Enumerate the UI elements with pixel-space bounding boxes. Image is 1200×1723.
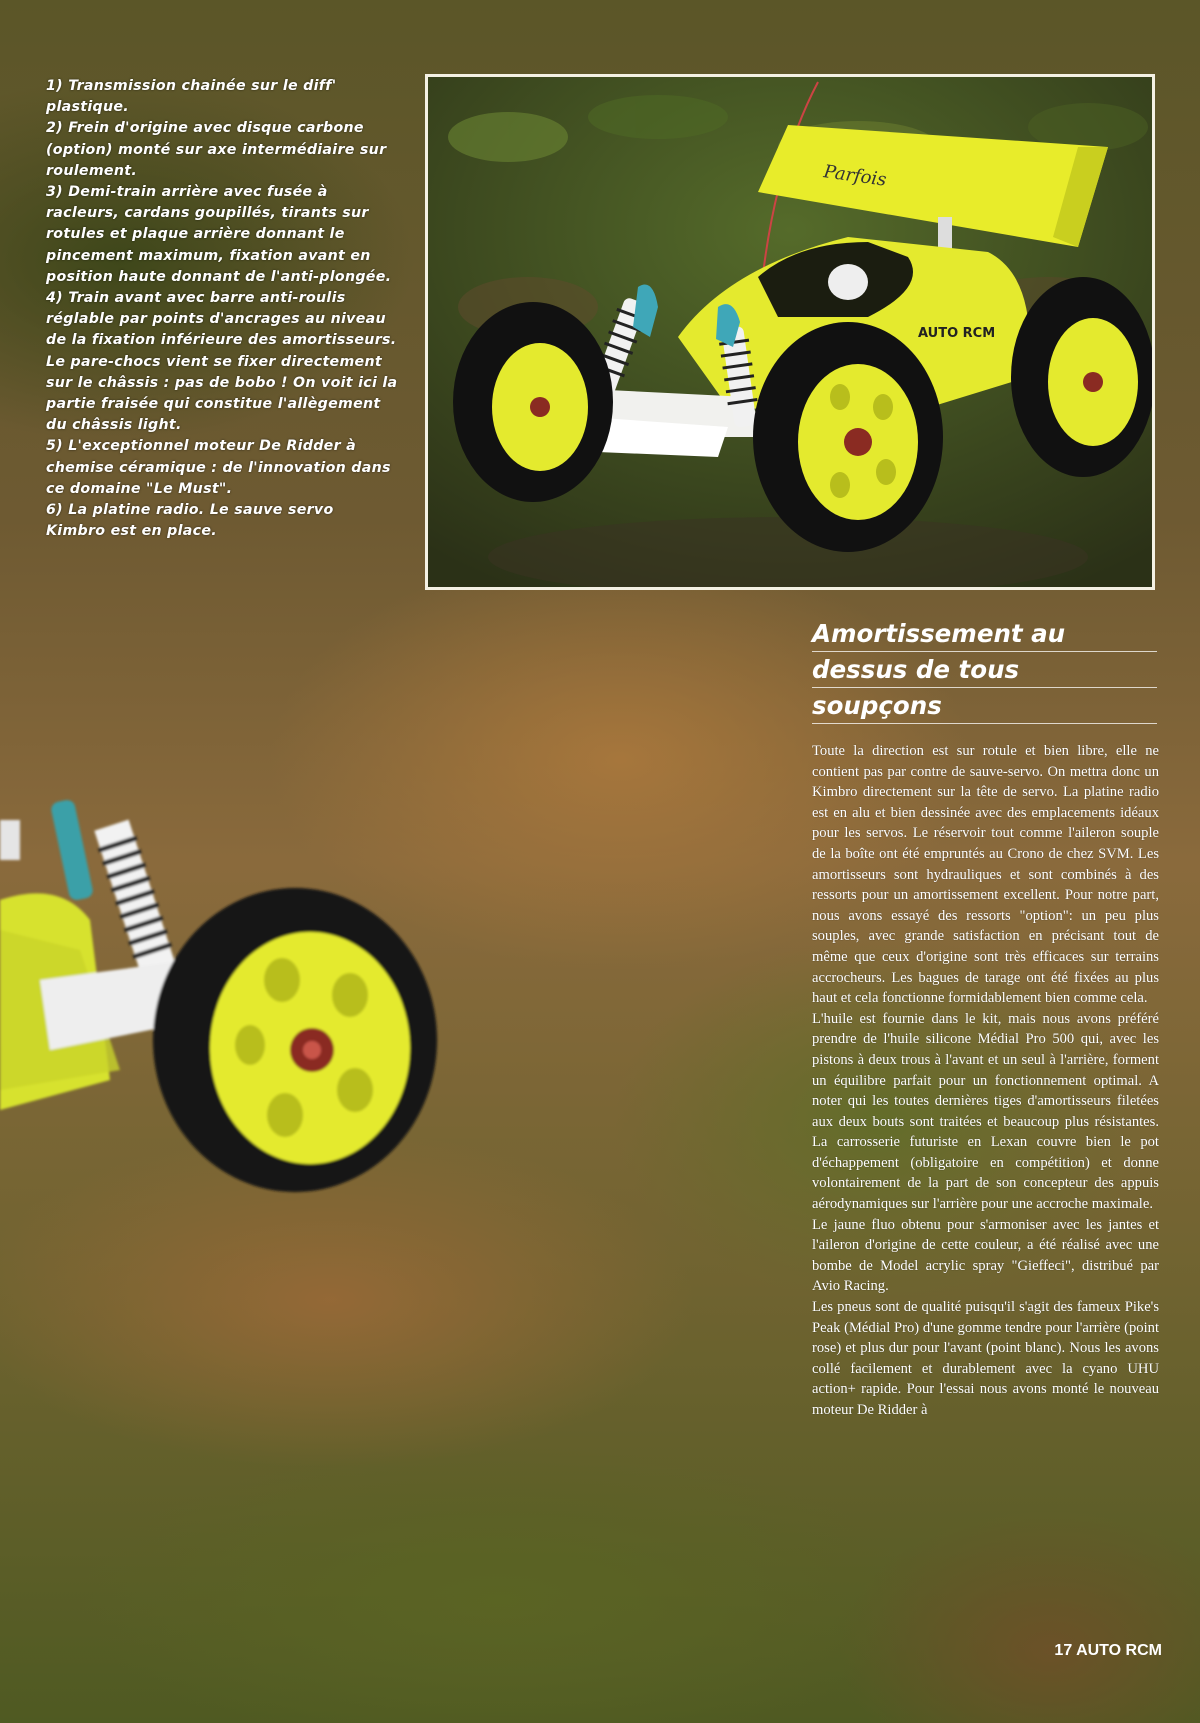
heading-line-2: dessus de tous — [812, 652, 1157, 688]
body-decal: AUTO RCM — [918, 326, 996, 341]
photo-captions — [46, 76, 398, 542]
caption-1: 1) Transmission chainée sur le diff' plastique. — [46, 78, 337, 116]
caption-5: 5) L'exceptionnel moteur De Ridder à chemise céramique : de l'innovation dans ce domaine "Le Must". — [46, 438, 391, 497]
heading-line-1: Amortissement au — [812, 616, 1157, 652]
article-heading — [812, 616, 1157, 724]
caption-6: 6) La platine radio. Le sauve servo Kimbro est en place. — [46, 502, 334, 540]
paragraph: L'huile est fournie dans le kit, mais nous avons préféré prendre de l'huile silicone Médial Pro 500 qui, avec les pistons à deux trous à l'avant et un seul à l'arrière, forment un équilibre parfait pour un fonctionnement optimal. A noter qui les toutes dernières tiges d'amortisseurs filetées aux deux bouts sont traitées et beaucoup plus résistantes. La carrosserie futuriste en Lexan couvre bien le pot d'échappement (obligatoire en compétition) et donne volontairement de la part de son concepteur des appuis aérodynamiques sur l'arrière pour une accroche maximale. — [812, 1010, 1159, 1213]
caption-3: 3) Demi-train arrière avec fusée à racleurs, cardans goupillés, tirants sur rotules et plaque arrière donnant le pincement maximum, fixation avant en position haute donnant de l'anti-plongée. — [46, 184, 392, 285]
paragraph: Toute la direction est sur rotule et bien libre, elle ne contient pas par contre de sauve-servo. On mettra donc un Kimbro directement sur la tête de servo. La platine radio est en alu et bien dessinée avec des emplacements idéaux pour les servos. Le réservoir tout comme l'aileron souple de la boîte ont été empruntés au Crono de chez SVM. Les amortisseurs sont hydrauliques et sont combinés à des ressorts pour un amortissement excellent. Pour notre part, nous avons essayé des ressorts "option": un peu plus souples, avec grande satisfaction en précisant tout de même que ceux d'origine sont très efficaces sur terrains accrocheurs. Les bagues de tarage ont été fixées au plus haut et cela fonctionne formidablement bien comme cela. — [812, 743, 1159, 1007]
heading-line-3: soupçons — [812, 688, 1157, 724]
article-body — [812, 741, 1159, 1421]
paragraph: Les pneus sont de qualité puisqu'il s'agit des fameux Pike's Peak (Médial Pro) d'une gomme tendre pour l'arrière (point rose) et plus dur pour l'avant (point blanc). Nous les avons collé facilement et durablement avec la cyano UHU action+ rapide. Pour l'essai nous avons monté le nouveau moteur De Ridder à — [812, 1299, 1159, 1418]
caption-2: 2) Frein d'origine avec disque carbone (option) monté sur axe intermédiaire sur roulement. — [46, 120, 387, 179]
motion-blur-car-photo — [0, 780, 460, 1200]
caption-4: 4) Train avant avec barre anti-roulis réglable par points d'ancrages au niveau de la fixation inférieure des amortisseurs. Le pare-chocs vient se fixer directement sur le châssis : pas de bobo ! On voit ici la partie fraisée qui constitue l'allègement du châssis light. — [46, 290, 398, 434]
wing-decal: Parfois — [822, 161, 888, 191]
paragraph: Le jaune fluo obtenu pour s'armoniser avec les jantes et l'aileron d'origine de cette couleur, a été réalisé avec une bombe de Model acrylic spray "Gieffeci", distribué par Avio Racing. — [812, 1216, 1159, 1295]
page-folio: 17 AUTO RCM — [1054, 1642, 1162, 1659]
buggy-photo — [425, 74, 1155, 590]
